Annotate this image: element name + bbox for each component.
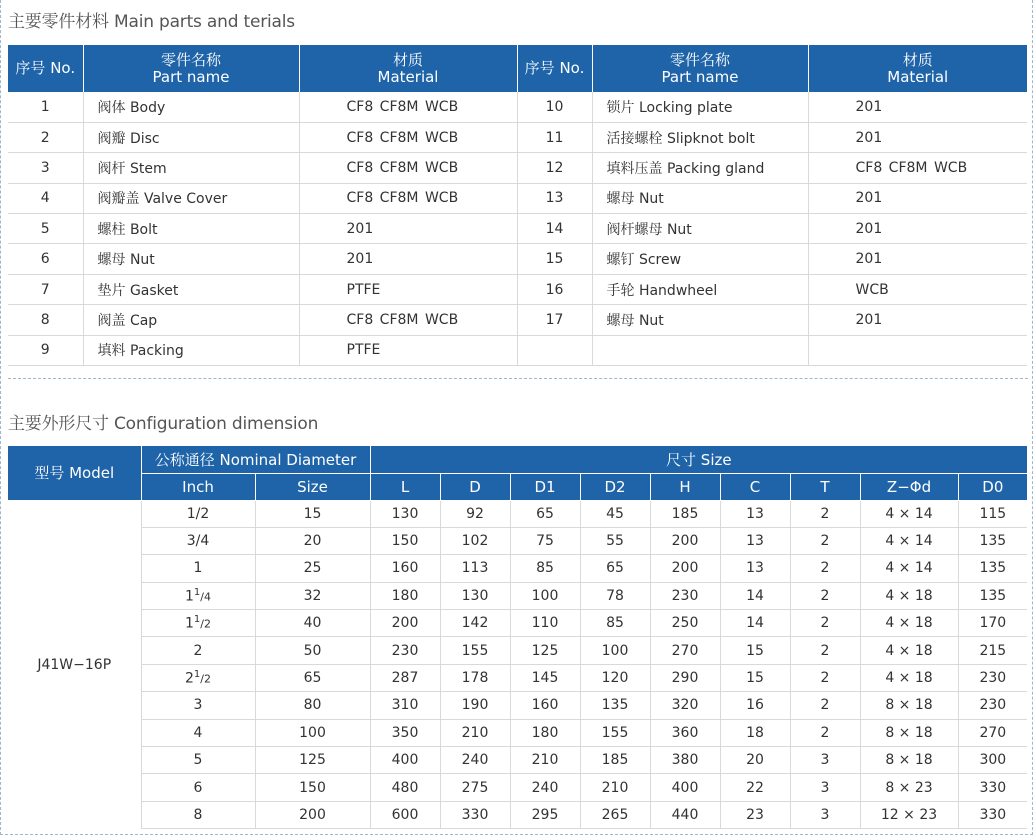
dim-d-value: 240 <box>440 747 510 774</box>
part-no: 11 <box>517 122 592 152</box>
dim-d1-value: 110 <box>510 610 580 637</box>
dim-z-value: 4 × 18 <box>860 637 958 664</box>
part-no: 16 <box>517 274 592 304</box>
header-size: 尺寸 Size <box>370 446 1027 473</box>
dim-h-value: 185 <box>650 500 720 527</box>
dim-h-value: 360 <box>650 719 720 746</box>
table-row <box>8 801 1027 828</box>
part-material: CF8 CF8M WCB <box>299 305 517 335</box>
dim-t-value: 3 <box>790 747 860 774</box>
dim-d1-value: 295 <box>510 801 580 828</box>
dim-h-value: 270 <box>650 637 720 664</box>
header-no-right: 序号 No. <box>517 45 592 92</box>
dim-c-value: 20 <box>720 747 790 774</box>
header-material-right: 材质 Material <box>808 45 1027 92</box>
dim-l-value: 150 <box>370 527 440 554</box>
dim-d2-value: 45 <box>580 500 650 527</box>
table-row <box>8 692 1027 719</box>
dim-z-value: 4 × 18 <box>860 582 958 609</box>
inch-value <box>141 582 255 609</box>
dim-h-value: 230 <box>650 582 720 609</box>
part-no: 14 <box>517 214 592 244</box>
inch-fraction-denominator: 2 <box>204 618 211 632</box>
main-parts-table <box>8 45 1027 366</box>
part-no: 10 <box>517 92 592 122</box>
dim-c-value: 13 <box>720 500 790 527</box>
dim-h-value: 200 <box>650 555 720 582</box>
inch-whole: 3/4 <box>186 533 210 550</box>
part-name: 阀瓣 Disc <box>83 122 299 152</box>
part-name: 活接螺栓 Slipknot bolt <box>592 122 808 152</box>
header-col-d: D <box>440 473 510 500</box>
inch-whole: 1 <box>193 560 203 577</box>
dims-header-row-2 <box>8 473 1027 500</box>
dim-d1-value: 240 <box>510 774 580 801</box>
inch-whole: 1 <box>184 588 194 605</box>
dim-d-value: 190 <box>440 692 510 719</box>
table-row <box>8 92 1027 122</box>
dim-d-value: 210 <box>440 719 510 746</box>
section-title-dimension: 主要外形尺寸 Configuration dimension <box>8 414 319 434</box>
dim-l-value: 350 <box>370 719 440 746</box>
part-material: 201 <box>299 214 517 244</box>
part-material: CF8 CF8M WCB <box>299 153 517 183</box>
fraction-slash: / <box>200 618 204 632</box>
inch-fraction-numerator: 1 <box>193 587 201 599</box>
dim-t-value: 3 <box>790 774 860 801</box>
table-row <box>8 664 1027 691</box>
dim-c-value: 16 <box>720 692 790 719</box>
dim-c-value: 13 <box>720 527 790 554</box>
dim-d1-value: 145 <box>510 664 580 691</box>
dim-size-value: 100 <box>255 719 370 746</box>
dim-c-value: 22 <box>720 774 790 801</box>
fraction-slash: / <box>200 590 204 604</box>
table-row <box>8 637 1027 664</box>
dim-d0-value: 215 <box>958 637 1027 664</box>
part-name: 阀体 Body <box>83 92 299 122</box>
table-row <box>8 214 1027 244</box>
table-row <box>8 335 1027 365</box>
dim-t-value: 2 <box>790 637 860 664</box>
table-row <box>8 305 1027 335</box>
inch-whole: 2 <box>193 642 203 659</box>
dim-d-value: 155 <box>440 637 510 664</box>
dim-d2-value: 120 <box>580 664 650 691</box>
dim-c-value: 18 <box>720 719 790 746</box>
dim-size-value: 20 <box>255 527 370 554</box>
part-material: CF8 CF8M WCB <box>808 153 1027 183</box>
inch-fraction-numerator: 1 <box>193 669 201 681</box>
inch-whole: 5 <box>193 752 203 769</box>
inch-value <box>141 774 255 801</box>
header-col-h: H <box>650 473 720 500</box>
part-material <box>808 335 1027 365</box>
part-material: CF8 CF8M WCB <box>299 183 517 213</box>
inch-fraction-numerator: 1 <box>193 614 201 626</box>
dim-d0-value: 270 <box>958 719 1027 746</box>
part-material: PTFE <box>299 335 517 365</box>
inch-whole: 4 <box>193 724 203 741</box>
dim-d-value: 113 <box>440 555 510 582</box>
dim-d0-value: 330 <box>958 801 1027 828</box>
header-col-t: T <box>790 473 860 500</box>
header-col-d1: D1 <box>510 473 580 500</box>
dim-size-value: 200 <box>255 801 370 828</box>
header-nominal-diameter: 公称通径 Nominal Diameter <box>141 446 370 473</box>
dim-d1-value: 210 <box>510 747 580 774</box>
part-no: 13 <box>517 183 592 213</box>
inch-fraction-denominator: 4 <box>204 590 211 604</box>
dim-d1-value: 75 <box>510 527 580 554</box>
part-material: 201 <box>808 305 1027 335</box>
dim-l-value: 600 <box>370 801 440 828</box>
dim-size-value: 150 <box>255 774 370 801</box>
dim-d0-value: 230 <box>958 664 1027 691</box>
dim-d-value: 102 <box>440 527 510 554</box>
model-value: J41W−16P <box>8 500 141 829</box>
part-name: 阀瓣盖 Valve Cover <box>83 183 299 213</box>
table-row <box>8 719 1027 746</box>
header-col-l: L <box>370 473 440 500</box>
table-row <box>8 774 1027 801</box>
part-name <box>592 335 808 365</box>
inch-fraction-denominator: 2 <box>204 672 211 686</box>
header-col-c: C <box>720 473 790 500</box>
part-no: 6 <box>8 244 83 274</box>
dim-t-value: 2 <box>790 719 860 746</box>
dim-z-value: 4 × 14 <box>860 500 958 527</box>
part-name: 阀杆螺母 Nut <box>592 214 808 244</box>
part-no: 5 <box>8 214 83 244</box>
dim-t-value: 2 <box>790 692 860 719</box>
dim-d-value: 275 <box>440 774 510 801</box>
dimension-table <box>8 446 1027 829</box>
dim-d0-value: 170 <box>958 610 1027 637</box>
dim-d1-value: 125 <box>510 637 580 664</box>
table-row <box>8 527 1027 554</box>
dim-d-value: 142 <box>440 610 510 637</box>
dim-d1-value: 180 <box>510 719 580 746</box>
part-no: 4 <box>8 183 83 213</box>
table-row <box>8 747 1027 774</box>
table-row <box>8 582 1027 609</box>
dim-d-value: 178 <box>440 664 510 691</box>
dim-size-value: 65 <box>255 664 370 691</box>
dim-size-value: 80 <box>255 692 370 719</box>
table-row <box>8 555 1027 582</box>
part-material: CF8 CF8M WCB <box>299 122 517 152</box>
dim-l-value: 130 <box>370 500 440 527</box>
dim-d2-value: 55 <box>580 527 650 554</box>
inch-whole: 6 <box>193 779 203 796</box>
dim-size-value: 125 <box>255 747 370 774</box>
inch-whole: 3 <box>193 697 203 714</box>
dim-size-value: 32 <box>255 582 370 609</box>
dim-z-value: 12 × 23 <box>860 801 958 828</box>
part-no: 12 <box>517 153 592 183</box>
part-name: 手轮 Handwheel <box>592 274 808 304</box>
header-part-name: 零件名称 Part name <box>83 45 299 92</box>
inch-value <box>141 664 255 691</box>
dim-d2-value: 135 <box>580 692 650 719</box>
header-col-d2: D2 <box>580 473 650 500</box>
dim-l-value: 230 <box>370 637 440 664</box>
dim-d0-value: 230 <box>958 692 1027 719</box>
part-material: 201 <box>808 244 1027 274</box>
part-name: 填料 Packing <box>83 335 299 365</box>
dim-h-value: 380 <box>650 747 720 774</box>
dim-t-value: 2 <box>790 527 860 554</box>
dim-d-value: 92 <box>440 500 510 527</box>
part-name: 阀杆 Stem <box>83 153 299 183</box>
table-row <box>8 122 1027 152</box>
dim-size-value: 50 <box>255 637 370 664</box>
dim-l-value: 200 <box>370 610 440 637</box>
dim-d-value: 130 <box>440 582 510 609</box>
part-material: PTFE <box>299 274 517 304</box>
part-material: 201 <box>808 214 1027 244</box>
dim-size-value: 15 <box>255 500 370 527</box>
header-no: 序号 No. <box>8 45 83 92</box>
dim-z-value: 4 × 14 <box>860 527 958 554</box>
dim-d0-value: 135 <box>958 527 1027 554</box>
dim-c-value: 15 <box>720 637 790 664</box>
dims-header-row-1 <box>8 446 1027 473</box>
header-part-name-right: 零件名称 Part name <box>592 45 808 92</box>
dim-d-value: 330 <box>440 801 510 828</box>
dim-z-value: 4 × 18 <box>860 610 958 637</box>
inch-value <box>141 747 255 774</box>
inch-value <box>141 692 255 719</box>
part-material: 201 <box>299 244 517 274</box>
dim-l-value: 287 <box>370 664 440 691</box>
dim-d2-value: 155 <box>580 719 650 746</box>
dim-z-value: 8 × 23 <box>860 774 958 801</box>
dim-d2-value: 78 <box>580 582 650 609</box>
inch-value <box>141 801 255 828</box>
header-col-d0: D0 <box>958 473 1027 500</box>
dim-d0-value: 135 <box>958 555 1027 582</box>
part-name: 螺母 Nut <box>592 183 808 213</box>
dim-d0-value: 135 <box>958 582 1027 609</box>
fraction-slash: / <box>200 672 204 686</box>
dim-d2-value: 265 <box>580 801 650 828</box>
dim-h-value: 400 <box>650 774 720 801</box>
part-name: 螺钉 Screw <box>592 244 808 274</box>
dim-c-value: 23 <box>720 801 790 828</box>
dim-t-value: 2 <box>790 555 860 582</box>
dim-d2-value: 185 <box>580 747 650 774</box>
inch-value <box>141 527 255 554</box>
inch-value <box>141 500 255 527</box>
dim-size-value: 25 <box>255 555 370 582</box>
dim-t-value: 2 <box>790 500 860 527</box>
dim-l-value: 310 <box>370 692 440 719</box>
dim-d2-value: 210 <box>580 774 650 801</box>
part-no: 7 <box>8 274 83 304</box>
dim-z-value: 8 × 18 <box>860 719 958 746</box>
parts-header-row <box>8 45 1027 92</box>
dim-d2-value: 100 <box>580 637 650 664</box>
dim-d0-value: 300 <box>958 747 1027 774</box>
dim-d1-value: 160 <box>510 692 580 719</box>
dim-t-value: 2 <box>790 664 860 691</box>
dim-h-value: 290 <box>650 664 720 691</box>
inch-whole: 1 <box>184 616 194 633</box>
header-col-inch: Inch <box>141 473 255 500</box>
section-title-main-parts: 主要零件材料 Main parts and terials <box>8 12 295 32</box>
dim-h-value: 440 <box>650 801 720 828</box>
dim-t-value: 3 <box>790 801 860 828</box>
dim-l-value: 160 <box>370 555 440 582</box>
dim-l-value: 480 <box>370 774 440 801</box>
dim-c-value: 15 <box>720 664 790 691</box>
dim-d0-value: 115 <box>958 500 1027 527</box>
inch-value <box>141 719 255 746</box>
dim-z-value: 8 × 18 <box>860 747 958 774</box>
part-name: 螺母 Nut <box>83 244 299 274</box>
part-name: 螺母 Nut <box>592 305 808 335</box>
table-row <box>8 500 1027 527</box>
part-no <box>517 335 592 365</box>
part-no: 15 <box>517 244 592 274</box>
dim-d2-value: 65 <box>580 555 650 582</box>
dim-d2-value: 85 <box>580 610 650 637</box>
part-material: CF8 CF8M WCB <box>299 92 517 122</box>
header-model: 型号 Model <box>8 446 141 500</box>
dim-d1-value: 100 <box>510 582 580 609</box>
dim-h-value: 320 <box>650 692 720 719</box>
part-name: 螺柱 Bolt <box>83 214 299 244</box>
part-no: 2 <box>8 122 83 152</box>
table-row <box>8 244 1027 274</box>
inch-value <box>141 555 255 582</box>
inch-whole: 8 <box>193 806 203 823</box>
part-name: 锁片 Locking plate <box>592 92 808 122</box>
part-material: 201 <box>808 183 1027 213</box>
dim-t-value: 2 <box>790 610 860 637</box>
dim-d1-value: 85 <box>510 555 580 582</box>
dim-z-value: 8 × 18 <box>860 692 958 719</box>
dim-t-value: 2 <box>790 582 860 609</box>
part-name: 填料压盖 Packing gland <box>592 153 808 183</box>
inch-value <box>141 637 255 664</box>
part-no: 3 <box>8 153 83 183</box>
dim-d0-value: 330 <box>958 774 1027 801</box>
dim-d1-value: 65 <box>510 500 580 527</box>
table-row <box>8 610 1027 637</box>
dim-c-value: 13 <box>720 555 790 582</box>
part-name: 阀盖 Cap <box>83 305 299 335</box>
part-no: 9 <box>8 335 83 365</box>
table-row <box>8 183 1027 213</box>
part-no: 1 <box>8 92 83 122</box>
inch-value <box>141 610 255 637</box>
dim-z-value: 4 × 18 <box>860 664 958 691</box>
part-material: 201 <box>808 92 1027 122</box>
inch-whole: 1/2 <box>186 505 210 522</box>
section-divider <box>8 378 1028 379</box>
header-col-z-phi-d: Z−Φd <box>860 473 958 500</box>
part-material: WCB <box>808 274 1027 304</box>
part-material: 201 <box>808 122 1027 152</box>
part-no: 17 <box>517 305 592 335</box>
dim-size-value: 40 <box>255 610 370 637</box>
dim-z-value: 4 × 14 <box>860 555 958 582</box>
header-col-size: Size <box>255 473 370 500</box>
dim-h-value: 250 <box>650 610 720 637</box>
dim-c-value: 14 <box>720 582 790 609</box>
part-name: 垫片 Gasket <box>83 274 299 304</box>
table-row <box>8 153 1027 183</box>
part-no: 8 <box>8 305 83 335</box>
dim-h-value: 200 <box>650 527 720 554</box>
dim-l-value: 180 <box>370 582 440 609</box>
dim-c-value: 14 <box>720 610 790 637</box>
dim-l-value: 400 <box>370 747 440 774</box>
table-row <box>8 274 1027 304</box>
header-material: 材质 Material <box>299 45 517 92</box>
inch-whole: 2 <box>184 670 194 687</box>
